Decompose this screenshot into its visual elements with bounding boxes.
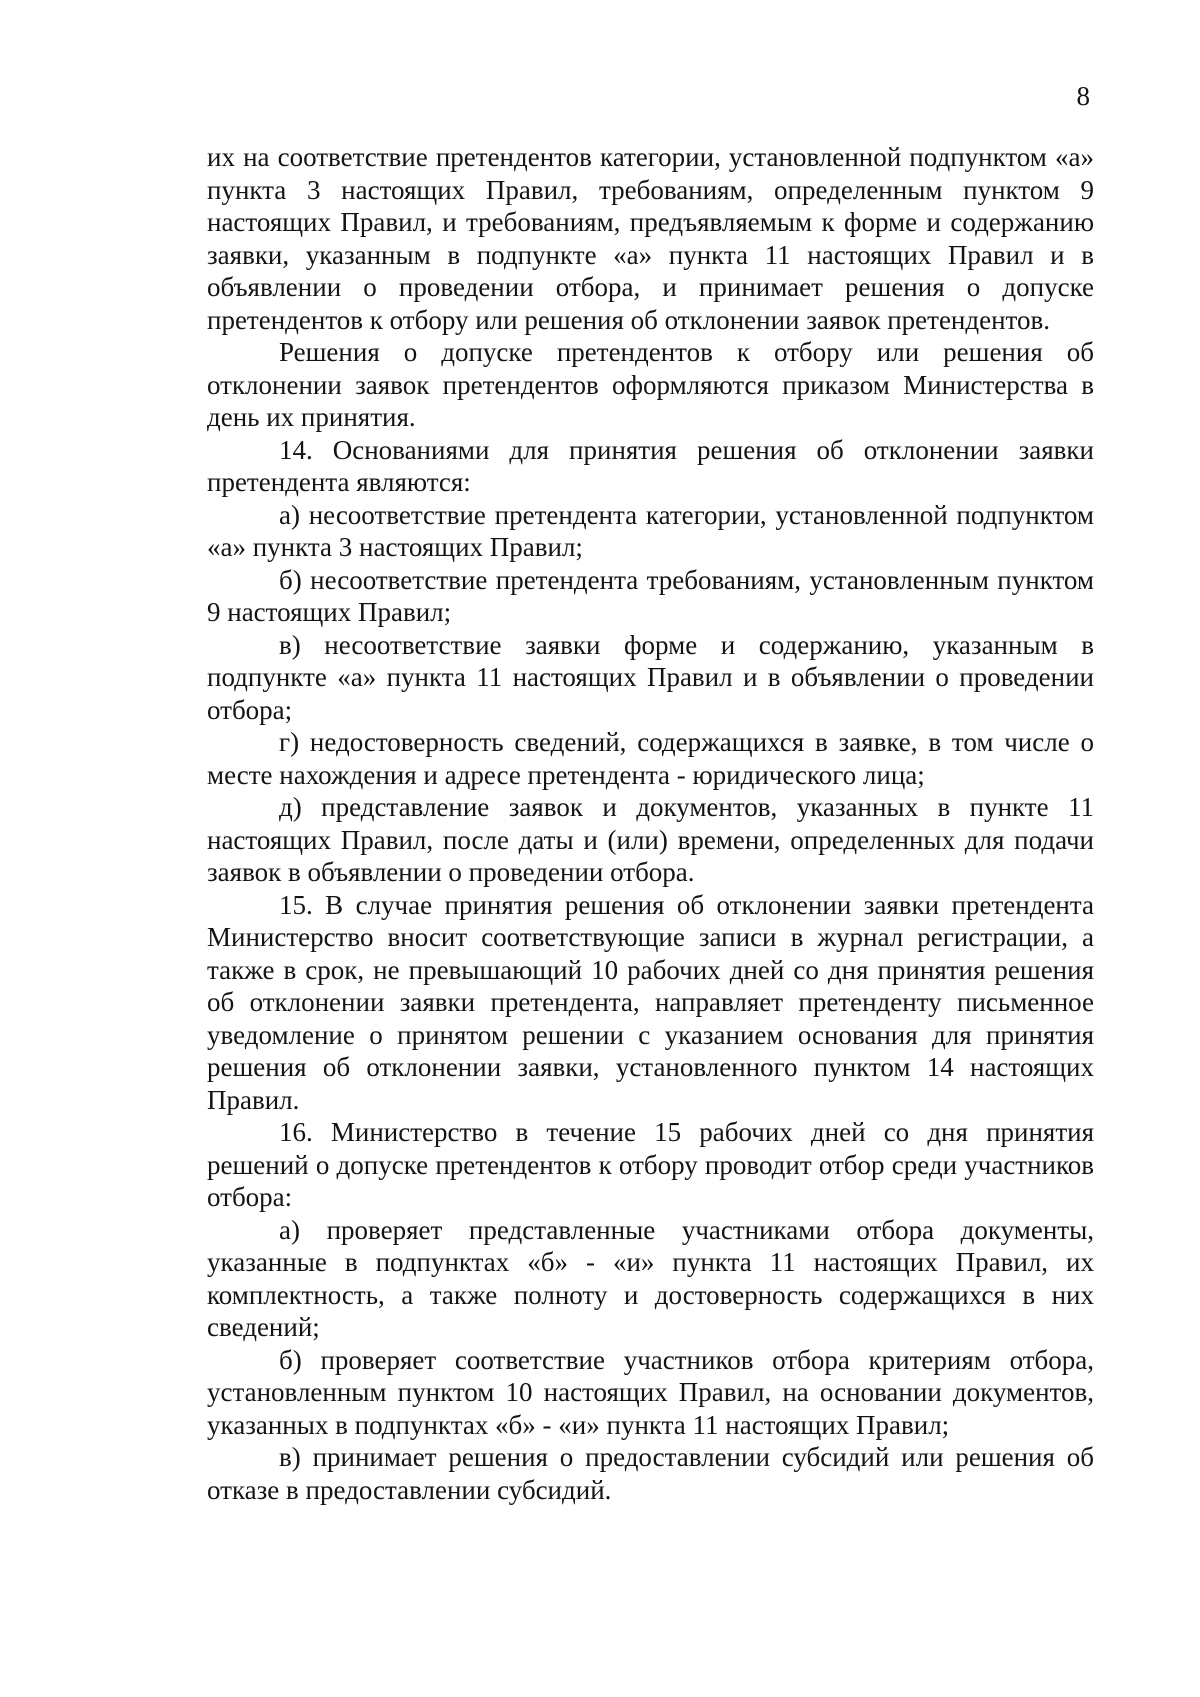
paragraph-item-16b: б) проверяет соответствие участников отбора критериям отбора, установленным пунктом 10 настоящих Правил, на основании документов, указанных в подпунктах «б» - «и» пункта 11 настоящих Правил; [207, 1344, 1094, 1440]
paragraph-continuation: их на соответствие претендентов категории, установленной подпунктом «а» пункта 3 настоящих Правил, требованиям, определенным пунктом 9 настоящих Правил, и требованиям, предъявляемым к форме и содержанию заявки, указанным в подпункте «а» пункта 11 настоящих Правил и в объявлении о проведении отбора, и принимает решения о допуске претендентов к отбору или решения об отклонении заявок претендентов. [207, 142, 1094, 335]
paragraph-item-16: 16. Министерство в течение 15 рабочих дней со дня принятия решений о допуске претендентов к отбору проводит отбор среди участников отбора: [207, 1117, 1094, 1212]
paragraph-item-14g: г) недостоверность сведений, содержащихся в заявке, в том числе о месте нахождения и адресе претендента - юридического лица; [207, 727, 1094, 790]
page-number: 8 [1076, 81, 1090, 111]
paragraph-item-14d: д) представление заявок и документов, указанных в пункте 11 настоящих Правил, после даты и (или) времени, определенных для подачи заявок в объявлении о проведении отбора. [207, 792, 1094, 887]
document-body [207, 141, 1094, 1506]
paragraph-item-14: 14. Основаниями для принятия решения об отклонении заявки претендента являются: [207, 434, 1094, 497]
paragraph-item-16a: а) проверяет представленные участниками отбора документы, указанные в подпунктах «б» - «и» пункта 11 настоящих Правил, их комплектность, а также полноту и достоверность содержащихся в них сведений; [207, 1214, 1094, 1342]
paragraph-item-14v: в) несоответствие заявки форме и содержанию, указанным в подпункте «а» пункта 11 настоящих Правил и в объявлении о проведении отбора; [207, 629, 1094, 725]
paragraph-item-14b: б) несоответствие претендента требованиям, установленным пунктом 9 настоящих Правил; [207, 564, 1094, 627]
paragraph-item-15: 15. В случае принятия решения об отклонении заявки претендента Министерство вносит соответствующие записи в журнал регистрации, а также в срок, не превышающий 10 рабочих дней со дня принятия решения об отклонении заявки претендента, направляет претенденту письменное уведомление о принятом решении с указанием основания для принятия решения об отклонении заявки, установленного пунктом 14 настоящих Правил. [207, 889, 1094, 1115]
paragraph-item-16v: в) принимает решения о предоставлении субсидий или решения об отказе в предоставлении субсидий. [207, 1442, 1094, 1505]
paragraph-item-14a: а) несоответствие претендента категории, установленной подпунктом «а» пункта 3 настоящих Правил; [207, 499, 1094, 562]
paragraph-decisions-formalized: Решения о допуске претендентов к отбору или решения об отклонении заявок претендентов оформляются приказом Министерства в день их принятия. [207, 337, 1094, 432]
